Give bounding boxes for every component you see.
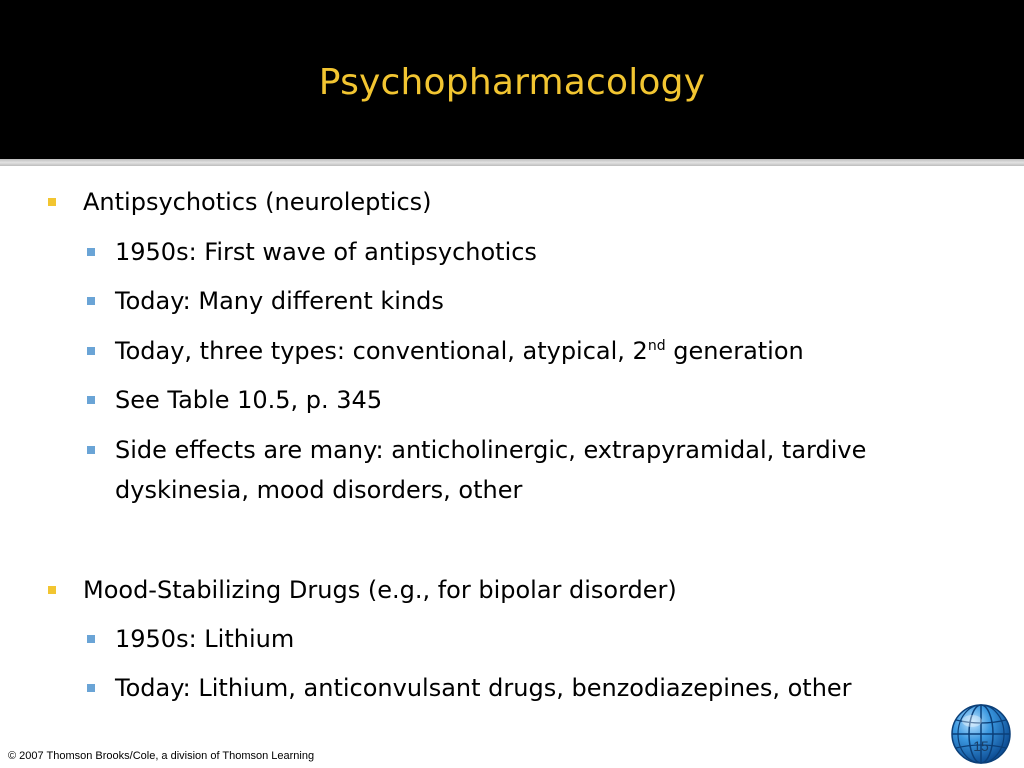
bullet-text: Today, three types: conventional, atypical, 2 [115, 337, 648, 365]
sub-bullet-marker [87, 446, 95, 454]
title-divider [0, 159, 1024, 166]
sub-bullet-marker [87, 248, 95, 256]
sub-bullet-marker [87, 684, 95, 692]
slide-title: Psychopharmacology [318, 62, 706, 103]
bullet-level2: Today: Lithium, anticonvulsant drugs, benzodiazepines, other [115, 674, 852, 702]
bullet-level2: 1950s: Lithium [115, 625, 295, 653]
sub-bullet-marker [87, 347, 95, 355]
page-number: 15 [973, 738, 989, 754]
sub-bullet-marker [87, 396, 95, 404]
bullet-marker [48, 198, 56, 206]
bullet-level2: See Table 10.5, p. 345 [115, 386, 383, 414]
bullet-level2: Side effects are many: anticholinergic, extrapyramidal, tardive [115, 436, 867, 464]
bullet-level2: Today: Many different kinds [115, 287, 444, 315]
copyright-footer: © 2007 Thomson Brooks/Cole, a division of Thomson Learning [8, 750, 315, 762]
bullet-marker [48, 586, 56, 594]
globe-icon [950, 703, 1012, 765]
bullet-level1: Mood-Stabilizing Drugs (e.g., for bipolar disorder) [83, 576, 677, 604]
sub-bullet-marker [87, 635, 95, 643]
sub-bullet-marker [87, 297, 95, 305]
bullet-level1: Antipsychotics (neuroleptics) [83, 188, 432, 216]
bullet-level2: 1950s: First wave of antipsychotics [115, 238, 537, 266]
title-bar [0, 0, 1024, 159]
bullet-level2 [115, 337, 804, 365]
bullet-level2-continuation: dyskinesia, mood disorders, other [115, 476, 523, 504]
ordinal-superscript: nd [647, 338, 666, 354]
bullet-text: generation [665, 337, 804, 365]
